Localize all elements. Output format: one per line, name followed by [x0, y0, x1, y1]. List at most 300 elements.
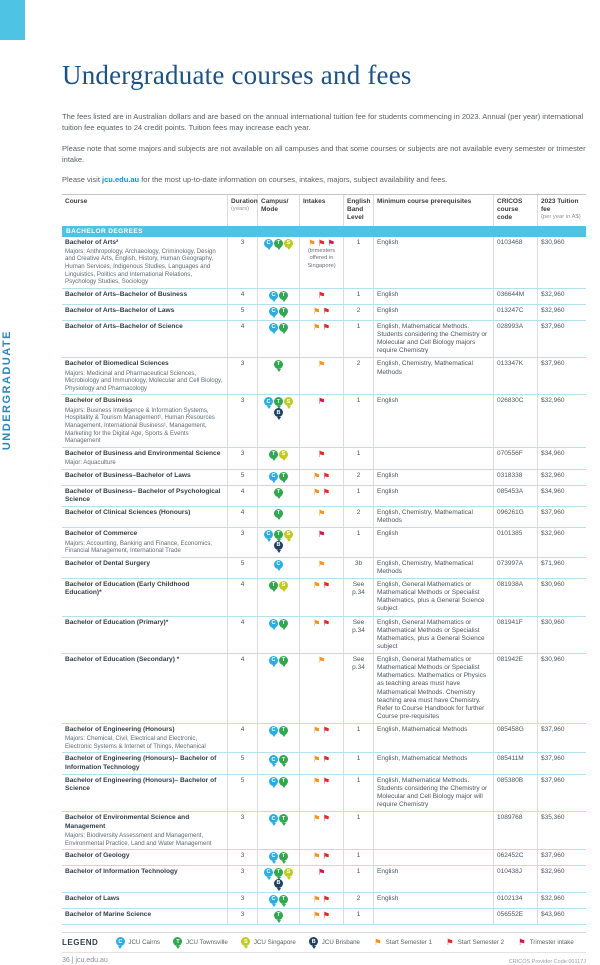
- section-band-bachelor-degrees: BACHELOR DEGREES: [62, 226, 586, 237]
- prerequisites-cell: English, General Mathematics or Mathematical Methods or Specialist Mathematics, plus a General Science subject: [374, 579, 494, 616]
- intake-flag-icon-sem1: ⚑: [312, 321, 321, 332]
- duration-cell: 3: [228, 528, 258, 556]
- fee-cell: $32,960: [541, 471, 565, 479]
- cricos-cell: 010438J: [494, 866, 538, 892]
- english-band-cell: 2: [344, 358, 374, 394]
- course-cell: [62, 305, 228, 320]
- duration-cell: 4: [228, 289, 258, 304]
- prerequisites-cell: English, Chemistry, Mathematical Methods: [374, 507, 494, 527]
- intake-flag-icon-sem2: ⚑: [317, 237, 326, 248]
- course-name: Bachelor of Geology: [65, 852, 130, 860]
- english-band-cell: See p.34: [344, 579, 374, 616]
- cricos-cell: 062452C: [494, 850, 538, 865]
- fee-cell: $30,960: [541, 656, 565, 664]
- campus-pin-icon-T: T: [173, 937, 182, 946]
- campus-pin-icon-C: C: [269, 755, 278, 764]
- campus-pin-icon-T: T: [279, 307, 288, 316]
- campus-pin-icon-T: T: [269, 581, 278, 590]
- intakes-cell: [300, 654, 344, 723]
- courses-table: [62, 194, 586, 925]
- duration-cell: 5: [228, 305, 258, 320]
- english-band-cell: 2: [344, 507, 374, 527]
- campus-cell: [258, 617, 300, 654]
- table-row: [62, 289, 586, 305]
- campus-cell: [258, 812, 300, 849]
- course-name: Bachelor of Engineering (Honours)– Bachelor of Science: [65, 776, 217, 793]
- course-cell: [62, 617, 228, 654]
- campus-cell: [258, 305, 300, 320]
- campus-pin-icon-B: B: [274, 408, 283, 417]
- course-cell: [62, 775, 228, 812]
- intake-flag-icon-sem1: ⚑: [317, 655, 326, 666]
- intake-flag-icon-sem2: ⚑: [317, 289, 326, 300]
- duration-cell: 5: [228, 558, 258, 578]
- english-band-cell: 1: [344, 812, 374, 849]
- campus-pin-icon-C: C: [269, 472, 278, 481]
- intakes-cell: [300, 866, 344, 892]
- course-cell: [62, 850, 228, 865]
- table-row: [62, 470, 586, 486]
- course-cell: [62, 289, 228, 304]
- prerequisites-cell: English, Mathematical Methods: [374, 753, 494, 773]
- course-cell: [62, 558, 228, 578]
- cricos-cell: 013247C: [494, 305, 538, 320]
- legend-campus-C: [115, 937, 160, 948]
- duration-cell: 4: [228, 507, 258, 527]
- intake-flag-icon-sem2: ⚑: [322, 725, 331, 736]
- campus-cell: [258, 724, 300, 752]
- prerequisites-cell: [374, 812, 494, 849]
- table-row: [62, 507, 586, 528]
- english-band-cell: See p.34: [344, 617, 374, 654]
- legend-campus-T: [173, 937, 228, 948]
- prerequisites-cell: English: [374, 305, 494, 320]
- fee-cell: $35,360: [541, 814, 565, 822]
- page-title: Undergraduate courses and fees: [62, 60, 412, 90]
- intakes-cell: [300, 470, 344, 485]
- legend-intake-tri-label: Trimester intake: [529, 939, 574, 947]
- duration-cell: 4: [228, 486, 258, 506]
- course-majors: Major: Aquaculture: [65, 459, 116, 466]
- prerequisites-cell: English, Chemistry, Mathematical Methods: [374, 358, 494, 394]
- campus-pin-icon-T: T: [279, 323, 288, 332]
- campus-pin-icon-S: S: [279, 450, 288, 459]
- fee-cell: $71,960: [541, 559, 565, 567]
- campus-cell: [258, 507, 300, 527]
- campus-pin-icon-T: T: [274, 530, 283, 539]
- jcu-website-link[interactable]: jcu.edu.au: [102, 175, 140, 184]
- course-majors: Majors: Anthropology, Archaeology, Criminology, Design and Creative Arts, English, History, Human Geography, Human Services, Indigenous Studies, Languages and Linguistics, Politics and International Relations, Psychology Studies, Sociology: [65, 247, 216, 286]
- legend-intake-sem2-label: Start Semester 2: [457, 939, 505, 947]
- course-name: Bachelor of Arts–Bachelor of Science: [65, 322, 183, 330]
- prerequisites-cell: English: [374, 395, 494, 446]
- course-cell: [62, 395, 228, 446]
- fee-cell: $32,960: [541, 290, 565, 298]
- duration-cell: 5: [228, 470, 258, 485]
- intake-flag-icon-sem1: ⚑: [317, 508, 326, 519]
- table-rows: [62, 237, 586, 926]
- fee-cell: $32,960: [541, 895, 565, 903]
- prerequisites-cell: English: [374, 486, 494, 506]
- table-row: [62, 321, 586, 359]
- cricos-cell: 0102134: [494, 893, 538, 908]
- intake-flag-icon-sem2: ⚑: [446, 937, 454, 948]
- intake-flag-icon-sem1: ⚑: [312, 725, 321, 736]
- intake-flag-icon-sem2: ⚑: [322, 486, 331, 497]
- campus-pin-icon-T: T: [274, 911, 283, 920]
- intro-paragraph-2: Please note that some majors and subjects are not available on all campuses and that some courses or subjects are not available every semester or trimester intake.: [62, 143, 586, 164]
- campus-cell: [258, 775, 300, 812]
- intake-flag-icon-sem1: ⚑: [312, 775, 321, 786]
- english-band-cell: 1: [344, 724, 374, 752]
- intake-flag-icon-sem1: ⚑: [312, 617, 321, 628]
- duration-cell: 4: [228, 724, 258, 752]
- duration-cell: 4: [228, 579, 258, 616]
- course-name: Bachelor of Arts–Bachelor of Laws: [65, 306, 175, 314]
- duration-cell: 3: [228, 358, 258, 394]
- duration-cell: 3: [228, 850, 258, 865]
- course-cell: [62, 724, 228, 752]
- campus-cell: [258, 470, 300, 485]
- course-name: Bachelor of Environmental Science and Management: [65, 814, 190, 830]
- cricos-cell: 081938A: [494, 579, 538, 616]
- course-majors: Majors: Accounting, Banking and Finance, Economics, Financial Management, International Trade: [65, 539, 213, 555]
- fee-cell: $37,960: [541, 776, 565, 784]
- intake-flag-icon-sem1: ⚑: [312, 580, 321, 591]
- legend-intake-sem1: [373, 938, 432, 947]
- prerequisites-cell: English: [374, 866, 494, 892]
- campus-pin-icon-T: T: [274, 239, 283, 248]
- intakes-cell: [300, 289, 344, 304]
- intake-flag-icon-sem1: ⚑: [317, 558, 326, 569]
- intakes-cell: [300, 528, 344, 556]
- intake-flag-icon-sem1: ⚑: [312, 305, 321, 316]
- cricos-cell: 0318338: [494, 470, 538, 485]
- legend-campus-S: [241, 937, 296, 948]
- intake-flag-icon-sem2: ⚑: [322, 305, 331, 316]
- campus-pin-icon-C: C: [274, 560, 283, 569]
- legend-intake-sem1-label: Start Semester 1: [385, 939, 433, 947]
- intakes-cell: [300, 321, 344, 358]
- header-english-band: English Band Level: [344, 195, 374, 225]
- campus-cell: [258, 753, 300, 773]
- table-row: [62, 395, 586, 447]
- course-name: Bachelor of Business: [65, 397, 133, 405]
- table-row: [62, 305, 586, 321]
- sidebar-tab-undergraduate: UNDERGRADUATE: [1, 330, 13, 451]
- legend-intake-sem2: [445, 938, 504, 947]
- campus-pin-icon-T: T: [274, 360, 283, 369]
- table-row: [62, 775, 586, 813]
- campus-pin-icon-C: C: [116, 937, 125, 946]
- intake-flag-icon-tri: ⚑: [317, 396, 326, 407]
- prerequisites-cell: English, Chemistry, Mathematical Methods: [374, 558, 494, 578]
- corner-accent-block: [0, 0, 25, 40]
- campus-pin-icon-S: S: [284, 868, 293, 877]
- duration-cell: 3: [228, 448, 258, 469]
- intake-flag-icon-sem1: ⚑: [312, 813, 321, 824]
- intakes-cell: [300, 617, 344, 654]
- campus-cell: [258, 448, 300, 469]
- course-cell: [62, 470, 228, 485]
- english-band-cell: 2: [344, 893, 374, 908]
- course-cell: [62, 448, 228, 469]
- course-cell: [62, 486, 228, 506]
- campus-pin-icon-T: T: [279, 755, 288, 764]
- campus-pin-icon-T: T: [274, 509, 283, 518]
- course-cell: [62, 237, 228, 288]
- campus-cell: [258, 358, 300, 394]
- campus-pin-icon-T: T: [279, 852, 288, 861]
- course-name: Bachelor of Engineering (Honours)– Bachelor of Information Technology: [65, 755, 217, 771]
- header-intakes: Intakes: [300, 195, 344, 225]
- course-name: Bachelor of Dental Surgery: [65, 559, 151, 567]
- cricos-cell: 085380B: [494, 775, 538, 812]
- prerequisites-cell: English: [374, 893, 494, 908]
- cricos-cell: 096261G: [494, 507, 538, 527]
- campus-pin-icon-C: C: [264, 868, 273, 877]
- english-band-cell: 1: [344, 237, 374, 288]
- course-name: Bachelor of Laws: [65, 895, 120, 903]
- english-band-cell: 1: [344, 850, 374, 865]
- legend-intake-tri: [517, 938, 574, 947]
- fee-cell: $37,960: [541, 755, 565, 763]
- table-row: [62, 850, 586, 866]
- cricos-cell: 070556F: [494, 448, 538, 469]
- course-name: Bachelor of Clinical Sciences (Honours): [65, 509, 191, 517]
- campus-pin-icon-C: C: [269, 323, 278, 332]
- header-prerequisites: Minimum course prerequisites: [374, 195, 494, 225]
- table-row: [62, 753, 586, 774]
- intake-flag-icon-sem1: ⚑: [312, 754, 321, 765]
- cricos-cell: 026830C: [494, 395, 538, 446]
- campus-cell: [258, 850, 300, 865]
- course-cell: [62, 579, 228, 616]
- campus-cell: [258, 558, 300, 578]
- english-band-cell: 1: [344, 775, 374, 812]
- intakes-cell: [300, 395, 344, 446]
- intakes-cell: [300, 579, 344, 616]
- intake-flag-icon-sem2: ⚑: [322, 754, 331, 765]
- intakes-cell: [300, 724, 344, 752]
- table-row: [62, 866, 586, 893]
- fee-cell: $32,960: [541, 530, 565, 538]
- duration-cell: 3: [228, 395, 258, 446]
- campus-pin-icon-C: C: [264, 239, 273, 248]
- table-row: [62, 237, 586, 289]
- duration-cell: 4: [228, 617, 258, 654]
- intake-flag-icon-sem1: ⚑: [373, 937, 382, 948]
- duration-cell: 4: [228, 321, 258, 358]
- fee-cell: $34,960: [541, 449, 565, 457]
- campus-pin-icon-C: C: [264, 397, 273, 406]
- intakes-cell: [300, 893, 344, 908]
- course-majors: Majors: Biodiversity Assessment and Management, Environmental Practice, Land and Water Management: [65, 831, 212, 847]
- intakes-cell: [300, 507, 344, 527]
- fee-cell: $32,960: [541, 306, 565, 314]
- campus-pin-icon-T: T: [279, 814, 288, 823]
- fee-cell: $30,960: [541, 618, 565, 626]
- course-name: Bachelor of Marine Science: [65, 911, 152, 919]
- table-row: [62, 724, 586, 753]
- duration-cell: 3: [228, 237, 258, 288]
- cricos-cell: 0103468: [494, 237, 538, 288]
- page-footer: [62, 957, 586, 965]
- campus-pin-icon-T: T: [279, 291, 288, 300]
- course-name: Bachelor of Arts²: [65, 238, 119, 246]
- intake-flag-icon-tri: ⚑: [317, 867, 326, 878]
- prerequisites-cell: [374, 448, 494, 469]
- intakes-cell: [300, 237, 344, 288]
- campus-pin-icon-C: C: [269, 777, 278, 786]
- cricos-cell: 081942E: [494, 654, 538, 723]
- legend-campus-T-label: JCU Townsville: [185, 939, 228, 947]
- intakes-cell: [300, 448, 344, 469]
- intakes-cell: [300, 305, 344, 320]
- intake-flag-icon-sem2: ⚑: [322, 580, 331, 591]
- intake-flag-icon-sem1: ⚑: [312, 894, 321, 905]
- fee-cell: $32,960: [541, 868, 565, 876]
- campus-pin-icon-C: C: [269, 656, 278, 665]
- table-row: [62, 528, 586, 557]
- campus-pin-icon-C: C: [269, 291, 278, 300]
- table-row: [62, 358, 586, 395]
- campus-pin-icon-B: B: [274, 879, 283, 888]
- english-band-cell: 1: [344, 909, 374, 924]
- course-name: Bachelor of Engineering (Honours): [65, 726, 175, 734]
- intake-flag-icon-sem1: ⚑: [312, 470, 321, 481]
- header-course: Course: [62, 195, 228, 225]
- campus-cell: [258, 909, 300, 924]
- intakes-cell: [300, 558, 344, 578]
- campus-cell: [258, 579, 300, 616]
- prerequisites-cell: English: [374, 528, 494, 556]
- intake-flag-icon-tri: ⚑: [317, 529, 326, 540]
- intakes-cell: [300, 358, 344, 394]
- campus-cell: [258, 237, 300, 288]
- english-band-cell: 1: [344, 486, 374, 506]
- page-number: 36 | jcu.edu.au: [62, 957, 108, 965]
- legend-campus-C-label: JCU Cairns: [128, 939, 160, 947]
- legend-bar: [62, 932, 586, 953]
- header-duration: Duration (years): [228, 195, 258, 225]
- campus-cell: [258, 654, 300, 723]
- intro-paragraph-3: [62, 174, 586, 185]
- duration-cell: 3: [228, 909, 258, 924]
- course-cell: [62, 753, 228, 773]
- campus-pin-icon-T: T: [279, 619, 288, 628]
- cricos-cell: 056552E: [494, 909, 538, 924]
- intake-flag-icon-sem2: ⚑: [322, 775, 331, 786]
- intake-flag-icon-sem2: ⚑: [322, 470, 331, 481]
- table-row: [62, 617, 586, 655]
- fee-cell: $30,960: [541, 581, 565, 589]
- english-band-cell: 1: [344, 448, 374, 469]
- intake-flag-icon-sem2: ⚑: [322, 617, 331, 628]
- campus-pin-icon-T: T: [279, 656, 288, 665]
- intro-link-post: for the most up-to-date information on courses, intakes, majors, subject availability and fees.: [139, 175, 448, 184]
- fee-cell: $30,960: [541, 238, 565, 246]
- header-cricos: CRICOS course code: [494, 195, 538, 225]
- english-band-cell: 2: [344, 470, 374, 485]
- intake-note: (trimesters offered in Singapore): [307, 248, 336, 269]
- intake-flag-icon-tri: ⚑: [327, 237, 335, 248]
- intakes-cell: [300, 850, 344, 865]
- fee-cell: $34,960: [541, 487, 565, 495]
- campus-pin-icon-T: T: [279, 777, 288, 786]
- campus-pin-icon-T: T: [279, 726, 288, 735]
- campus-pin-icon-T: T: [274, 488, 283, 497]
- duration-cell: 3: [228, 866, 258, 892]
- campus-cell: [258, 395, 300, 446]
- campus-pin-icon-T: T: [274, 397, 283, 406]
- campus-pin-icon-S: S: [284, 397, 293, 406]
- cricos-cell: 085453A: [494, 486, 538, 506]
- prerequisites-cell: English, Mathematical Methods: [374, 724, 494, 752]
- intake-flag-icon-tri: ⚑: [518, 937, 526, 948]
- cricos-cell: 085458G: [494, 724, 538, 752]
- campus-pin-icon-C: C: [269, 726, 278, 735]
- english-band-cell: 2: [344, 305, 374, 320]
- intake-flag-icon-sem1: ⚑: [317, 359, 326, 370]
- duration-cell: 5: [228, 753, 258, 773]
- prerequisites-cell: English, Mathematical Methods. Students considering the Chemistry or Molecular and Cell Biology majors require Chemistry: [374, 321, 494, 358]
- course-cell: [62, 528, 228, 556]
- cricos-provider-code: CRICOS Provider Code 00117J: [508, 959, 586, 965]
- prerequisites-cell: English: [374, 470, 494, 485]
- english-band-cell: 1: [344, 866, 374, 892]
- cricos-cell: 073997A: [494, 558, 538, 578]
- course-name: Bachelor of Business– Bachelor of Psychological Science: [65, 487, 221, 503]
- prerequisites-cell: [374, 909, 494, 924]
- cricos-cell: 028993A: [494, 321, 538, 358]
- page-content: [62, 0, 586, 965]
- course-majors: Majors: Chemical, Civil, Electrical and Electronic, Electronic Systems & Internet of Things, Mechanical: [65, 735, 206, 750]
- course-name: Bachelor of Biomedical Sciences: [65, 360, 169, 368]
- intro-text: [62, 111, 586, 185]
- table-row: [62, 909, 586, 925]
- table-row: [62, 579, 586, 617]
- course-name: Bachelor of Commerce: [65, 530, 138, 538]
- duration-cell: 3: [228, 812, 258, 849]
- cricos-cell: 036644M: [494, 289, 538, 304]
- course-name: Bachelor of Business and Environmental Science: [65, 449, 221, 457]
- cricos-cell: 1089768: [494, 812, 538, 849]
- intro-link-pre: Please visit: [62, 175, 103, 184]
- prerequisites-cell: English: [374, 237, 494, 288]
- campus-pin-icon-C: C: [269, 895, 278, 904]
- campus-pin-icon-B: B: [309, 937, 318, 946]
- campus-pin-icon-T: T: [279, 895, 288, 904]
- intake-flag-icon-sem2: ⚑: [322, 813, 331, 824]
- legend-campus-S-label: JCU Singapore: [253, 939, 296, 947]
- fee-cell: $37,960: [541, 360, 565, 368]
- campus-pin-icon-T: T: [274, 868, 283, 877]
- prerequisites-cell: English: [374, 289, 494, 304]
- campus-pin-icon-T: T: [269, 450, 278, 459]
- intakes-cell: [300, 486, 344, 506]
- campus-cell: [258, 289, 300, 304]
- course-name: Bachelor of Arts–Bachelor of Business: [65, 290, 188, 298]
- cricos-cell: 013347K: [494, 358, 538, 394]
- campus-cell: [258, 486, 300, 506]
- course-cell: [62, 654, 228, 723]
- campus-cell: [258, 866, 300, 892]
- header-campus-mode: Campus/ Mode: [258, 195, 300, 225]
- campus-pin-icon-B: B: [274, 541, 283, 550]
- cricos-cell: 081941F: [494, 617, 538, 654]
- cricos-cell: 085411M: [494, 753, 538, 773]
